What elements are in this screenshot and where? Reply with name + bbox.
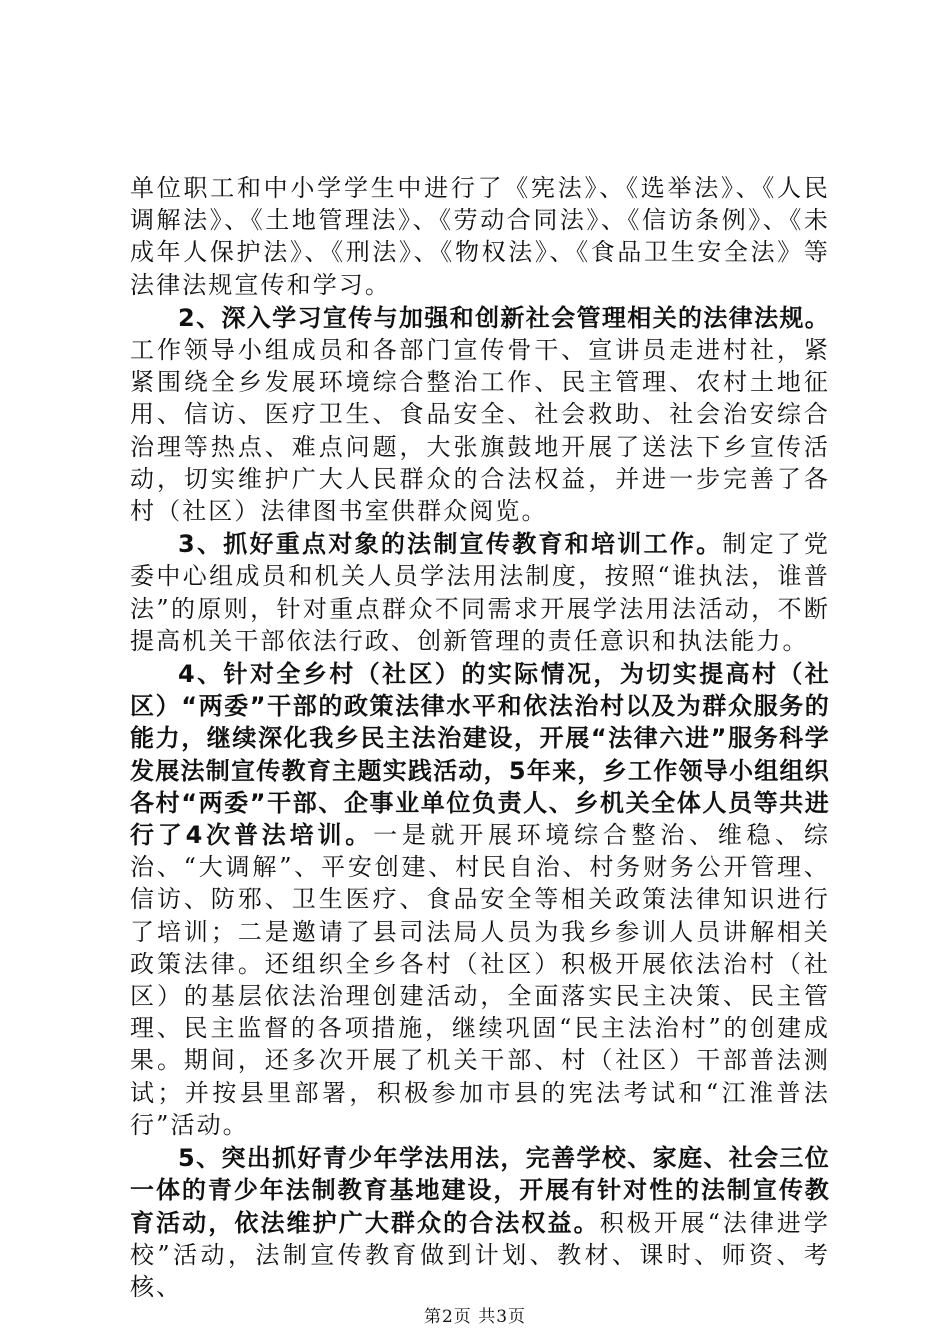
paragraph-text: 一是就开展环境综合整治、维稳、综治、“大调解”、平安创建、村民自治、村务财务公开管理、信访、防邪、卫生医疗、食品安全等相关政策法律知识进行了培训；二是邀请了县司法局人员为我乡参训人员讲解相关政策法律。还组织全乡各村（社区）积极开展依法治村（社区）的基层依法治理创建活动，全面落实民主决策、民主管理、民主监督的各项措施，继续巩固“民主法治村”的创建成果。期间，还多次开展了机关干部、村（社区）干部普法测试；并按县里部署，积极参加市县的宪法考试和“江淮普法行”活动。 — [130, 821, 830, 1139]
paragraph-text: 工作领导小组成员和各部门宣传骨干、宣讲员走进村社，紧紧围绕全乡发展环境综合整治工作、民主管理、农村土地征用、信访、医疗卫生、食品安全、社会救助、社会治安综合治理等热点、难点问题，大张旗鼓地开展了送法下乡宣传活动，切实维护广大人民群众的合法权益，并进一步完善了各村（社区）法律图书室供群众阅览。 — [130, 336, 830, 526]
paragraph-3 — [130, 528, 830, 657]
paragraph-text: 单位职工和中小学学生中进行了《宪法》、《选举法》、《人民调解法》、《土地管理法》、《劳动合同法》、《信访条例》、《未成年人保护法》、《刑法》、《物权法》、《食品卫生安全法》等法律法规宣传和学习。 — [130, 174, 830, 299]
paragraph-text: 制定了党委中心组成员和机关人员学法用法制度，按照“谁执法，谁普法”的原则，针对重点群众不同需求开展学法用法活动，不断提高机关干部依法行政、创新管理的责任意识和执法能力。 — [130, 530, 830, 655]
paragraph-5 — [130, 1142, 830, 1303]
document-body — [130, 172, 830, 1303]
paragraph-text: 积极开展“法律进学校”活动，法制宣传教育做到计划、教材、课时、师资、考核、 — [130, 1208, 831, 1301]
paragraph-heading: 4、针对全乡村（社区）的实际情况，为切实提高村（社区）“两委”干部的政策法律水平和依法治村以及为群众服务的能力，继续深化我乡民主法治建设，开展“法律六进”服务科学发展法制宣传教育主题实践活动，5年来，乡工作领导小组组织各村“两委”干部、企事业单位负责人、乡机关全体人员等共进行了4次普法培训。 — [130, 660, 830, 850]
paragraph-1 — [130, 172, 830, 301]
paragraph-2 — [130, 302, 830, 527]
paragraph-heading: 3、抓好重点对象的法制宣传教育和培训工作。 — [178, 530, 723, 559]
paragraph-heading: 2、深入学习宣传与加强和创新社会管理相关的法律法规。 — [178, 303, 830, 332]
paragraph-4 — [130, 658, 830, 1141]
paragraph-heading: 5、突出抓好青少年学法用法，完善学校、家庭、社会三位一体的青少年法制教育基地建设，开展有针对性的法制宣传教育活动，依法维护广大群众的合法权益。 — [130, 1144, 830, 1237]
page-footer: 第2页 共3页 — [423, 1307, 527, 1327]
